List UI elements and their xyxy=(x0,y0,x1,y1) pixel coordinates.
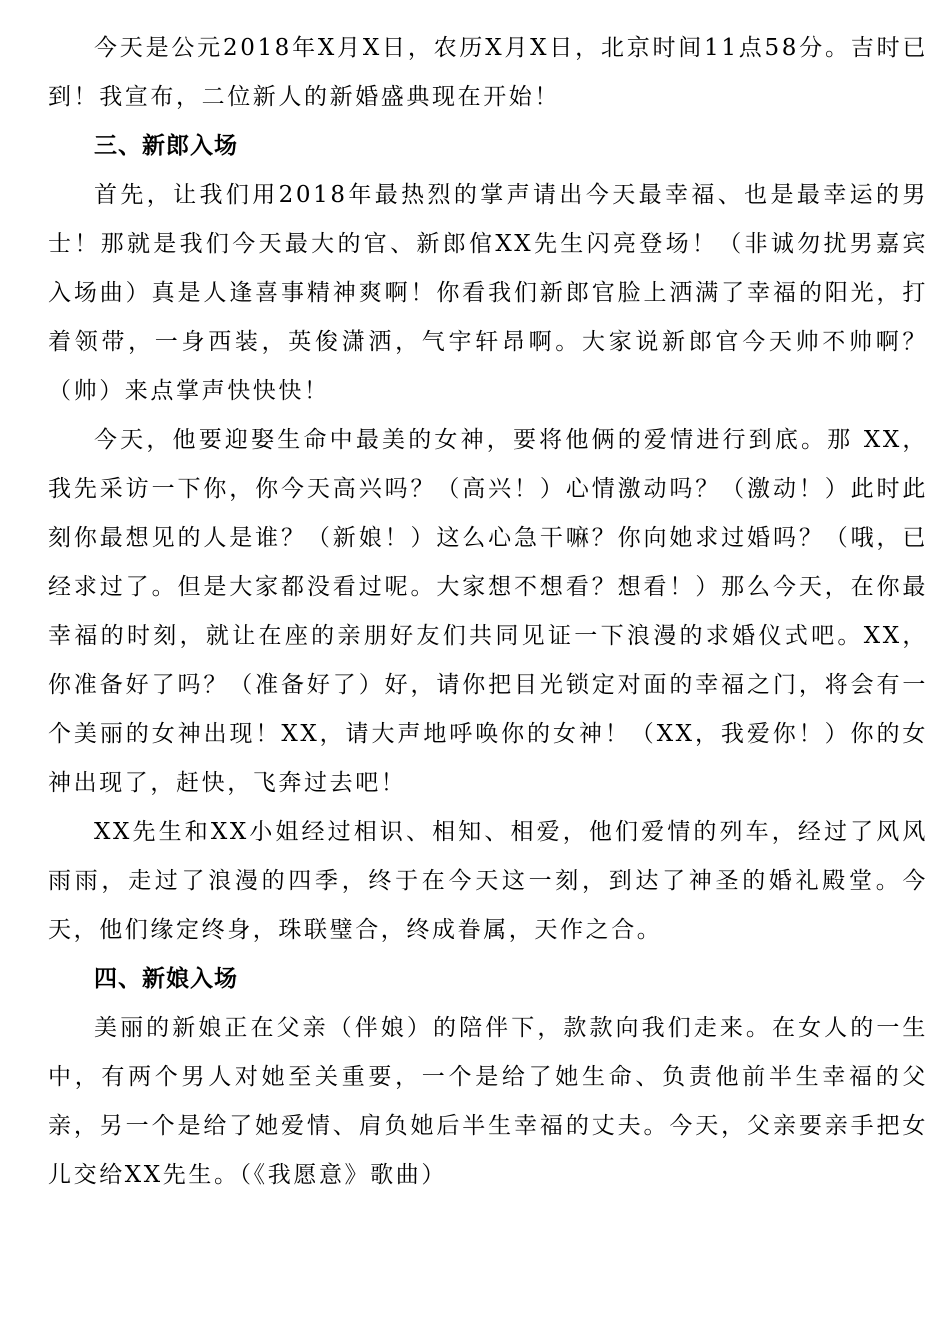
paragraph-bride-intro: 美丽的新娘正在父亲（伴娘）的陪伴下，款款向我们走来。在女人的一生中，有两个男人对她至关重要，一个是给了她生命、负责他前半生幸福的父亲，另一个是给了她爱情、肩负她后半生幸福的丈夫。今天，父亲要亲手把女儿交给XX先生。（《我愿意》歌曲） xyxy=(48,1015,928,1188)
paragraph-couple-story: XX先生和XX小姐经过相识、相知、相爱，他们爱情的列车，经过了风风雨雨，走过了浪漫的四季，终于在今天这一刻，到达了神圣的婚礼殿堂。今天，他们缘定终身，珠联璧合，终成眷属，天作之合。 xyxy=(48,819,928,943)
heading-groom-entrance: 三、新郎入场 xyxy=(94,133,238,159)
paragraph-groom-interview: 今天，他要迎娶生命中最美的女神，要将他俩的爱情进行到底。那 XX，我先采访一下你，你今天高兴吗？（高兴！）心情激动吗？（激动！）此时此刻你最想见的人是谁？（新娘！）这么心急干嘛？你向她求过婚吗？（哦，已经求过了。但是大家都没看过呢。大家想不想看？想看！）那么今天，在你最幸福的时刻，就让在座的亲朋好友们共同见证一下浪漫的求婚仪式吧。XX，你准备好了吗？（准备好了）好，请你把目光锁定对面的幸福之门，将会有一个美丽的女神出现！XX，请大声地呼唤你的女神！（XX，我爱你！）你的女神出现了，赶快，飞奔过去吧！ xyxy=(48,427,928,796)
document-page xyxy=(48,24,928,1200)
heading-bride-entrance: 四、新娘入场 xyxy=(94,966,238,992)
paragraph-groom-intro: 首先，让我们用2018年最热烈的掌声请出今天最幸福、也是最幸运的男士！那就是我们今天最大的官、新郎倌XX先生闪亮登场！（非诚勿扰男嘉宾入场曲）真是人逢喜事精神爽啊！你看我们新郎官脸上洒满了幸福的阳光，打着领带，一身西装，英俊潇洒，气宇轩昂啊。大家说新郎官今天帅不帅啊？（帅）来点掌声快快快！ xyxy=(48,182,928,404)
paragraph-ceremony-start: 今天是公元2018年X月X日，农历X月X日，北京时间11点58分。吉时已到！我宣布，二位新人的新婚盛典现在开始！ xyxy=(48,35,928,110)
